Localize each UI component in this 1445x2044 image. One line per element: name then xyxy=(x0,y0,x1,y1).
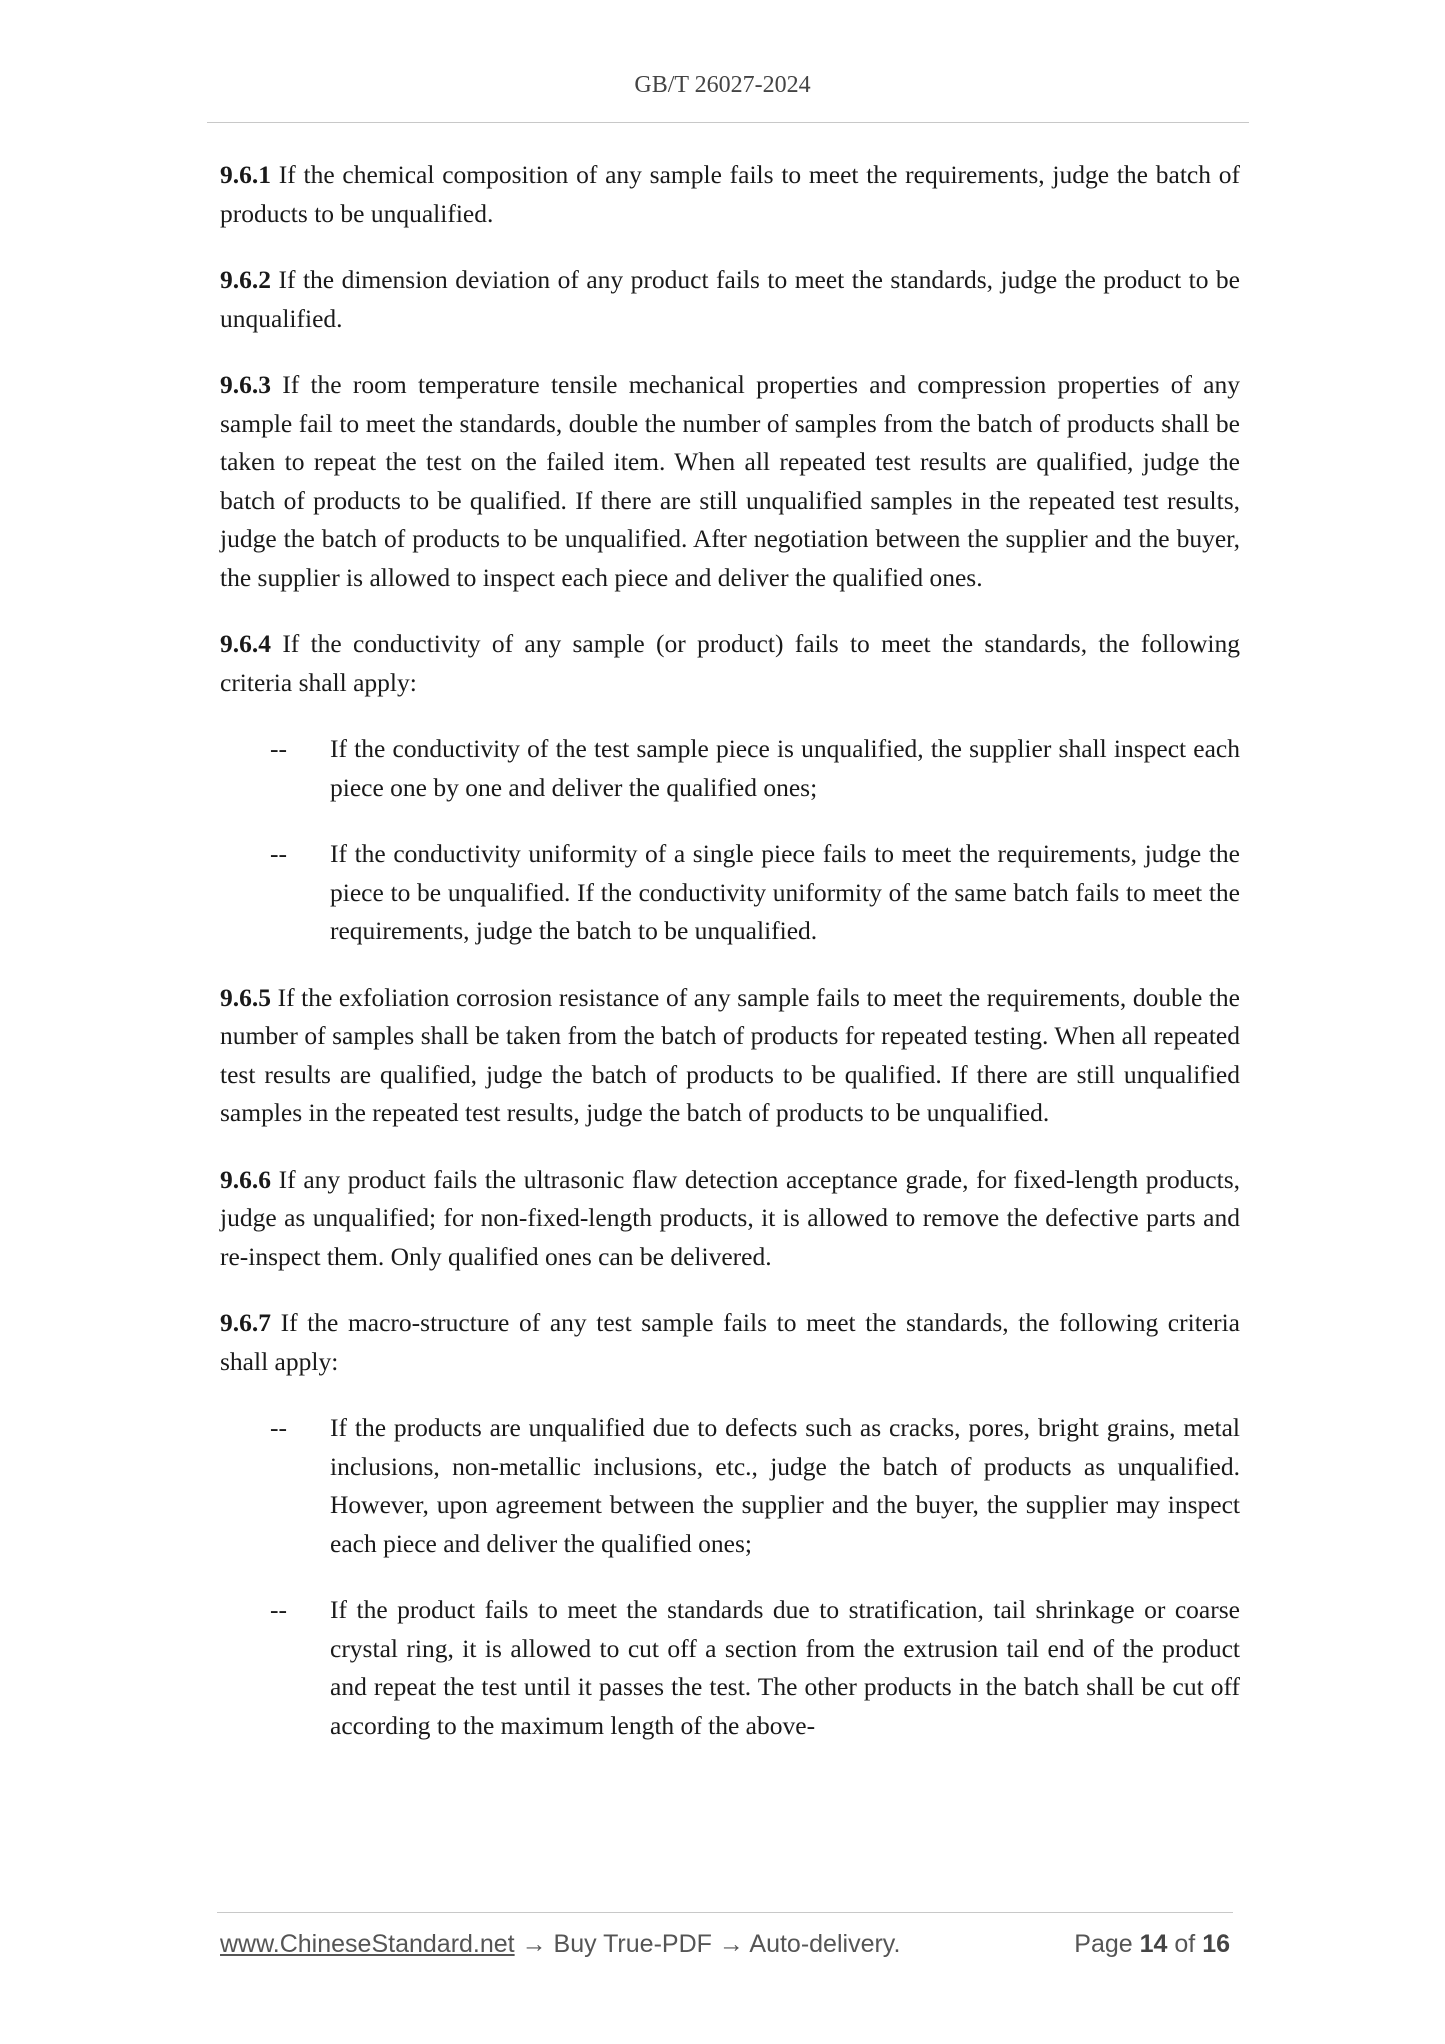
list-item-text: If the conductivity uniformity of a single piece fails to meet the requirements, judge the piece to be unqualified. If the conductivity uniformity of the same batch fails to meet the requirements, judge the batch to be unqualified. xyxy=(330,839,1240,945)
list-item xyxy=(220,730,1240,807)
clause-text: If the chemical composition of any sample fails to meet the requirements, judge the batch of products to be unqualified. xyxy=(220,160,1240,228)
clause-text: If the conductivity of any sample (or product) fails to meet the standards, the following criteria shall apply: xyxy=(220,629,1241,697)
footer-tagline: → Buy True-PDF → Auto-delivery. xyxy=(514,1930,901,1958)
website-link[interactable]: www.ChineseStandard.net xyxy=(220,1930,515,1958)
clause-9-6-4 xyxy=(220,625,1240,702)
list-item xyxy=(220,835,1240,951)
clause-text: If any product fails the ultrasonic flaw detection acceptance grade, for fixed-length products, judge as unqualified; for non-fixed-length products, it is allowed to remove the defective parts and re-inspect them. Only qualified ones can be delivered. xyxy=(220,1164,1241,1271)
list-item-text: If the conductivity of the test sample piece is unqualified, the supplier shall inspect each piece one by one and deliver the qualified ones; xyxy=(330,734,1240,802)
list-dash: -- xyxy=(270,1413,287,1442)
clause-text: If the room temperature tensile mechanical properties and compression properties of any sample fail to meet the standards, double the number of samples from the batch of products shall be taken to repeat the test on the failed item. When all repeated test results are qualified, judge the batch of products to be qualified. If there are still unqualified samples in the repeated test results, judge the batch of products to be unqualified. After negotiation between the supplier and the buyer, the supplier is allowed to inspect each piece and deliver the qualified ones. xyxy=(220,370,1240,592)
list-item xyxy=(220,1409,1240,1563)
clause-9-6-7 xyxy=(220,1304,1240,1381)
of-label: of xyxy=(1174,1930,1196,1958)
document-header: GB/T 26027-2024 xyxy=(634,72,811,98)
page-indicator xyxy=(1074,1930,1230,1959)
list-dash: -- xyxy=(270,839,287,868)
clause-9-6-5 xyxy=(220,979,1240,1133)
list-item-text: If the product fails to meet the standards due to stratification, tail shrinkage or coarse crystal ring, it is allowed to cut off a section from the extrusion tail end of the product and repeat the test until it passes the test. The other products in the batch shall be cut off according to the maximum length of the above- xyxy=(330,1595,1240,1740)
clause-number: 9.6.4 xyxy=(220,629,271,658)
list-dash: -- xyxy=(270,734,287,763)
clause-9-6-1 xyxy=(220,156,1240,233)
clause-text: If the exfoliation corrosion resistance of any sample fails to meet the requirements, double the number of samples shall be taken from the batch of products for repeated testing. When all repeated test results are qualified, judge the batch of products to be qualified. If there are still unqualified samples in the repeated test results, judge the batch of products to be unqualified. xyxy=(220,982,1240,1127)
clause-9-6-2 xyxy=(220,261,1240,338)
total-page-count: 16 xyxy=(1202,1930,1230,1958)
clause-number: 9.6.6 xyxy=(220,1164,271,1194)
list-item-text: If the products are unqualified due to defects such as cracks, pores, bright grains, metal inclusions, non-metallic inclusions, etc., judge the batch of products as unqualified. However, upon agreement between the supplier and the buyer, the supplier may inspect each piece and deliver the qualified ones; xyxy=(330,1413,1240,1558)
clause-number: 9.6.1 xyxy=(220,160,271,189)
list-item xyxy=(220,1591,1240,1745)
clause-9-6-3 xyxy=(220,366,1240,597)
clause-number: 9.6.3 xyxy=(220,370,271,399)
list-dash: -- xyxy=(270,1595,287,1624)
footer-divider xyxy=(217,1912,1233,1913)
page-footer xyxy=(220,1930,1230,1970)
clause-number: 9.6.7 xyxy=(220,1308,271,1337)
document-body xyxy=(220,156,1240,1773)
page-label: Page xyxy=(1074,1930,1133,1958)
clause-number: 9.6.2 xyxy=(220,265,271,294)
footer-promo xyxy=(220,1930,900,1959)
clause-text: If the macro-structure of any test sample fails to meet the standards, the following criteria shall apply: xyxy=(220,1308,1241,1376)
clause-text: If the dimension deviation of any product fails to meet the standards, judge the product to be unqualified. xyxy=(220,265,1241,333)
current-page-number: 14 xyxy=(1139,1930,1168,1958)
clause-number: 9.6.5 xyxy=(220,982,271,1012)
clause-9-6-6 xyxy=(220,1161,1240,1277)
header-divider xyxy=(207,122,1249,123)
